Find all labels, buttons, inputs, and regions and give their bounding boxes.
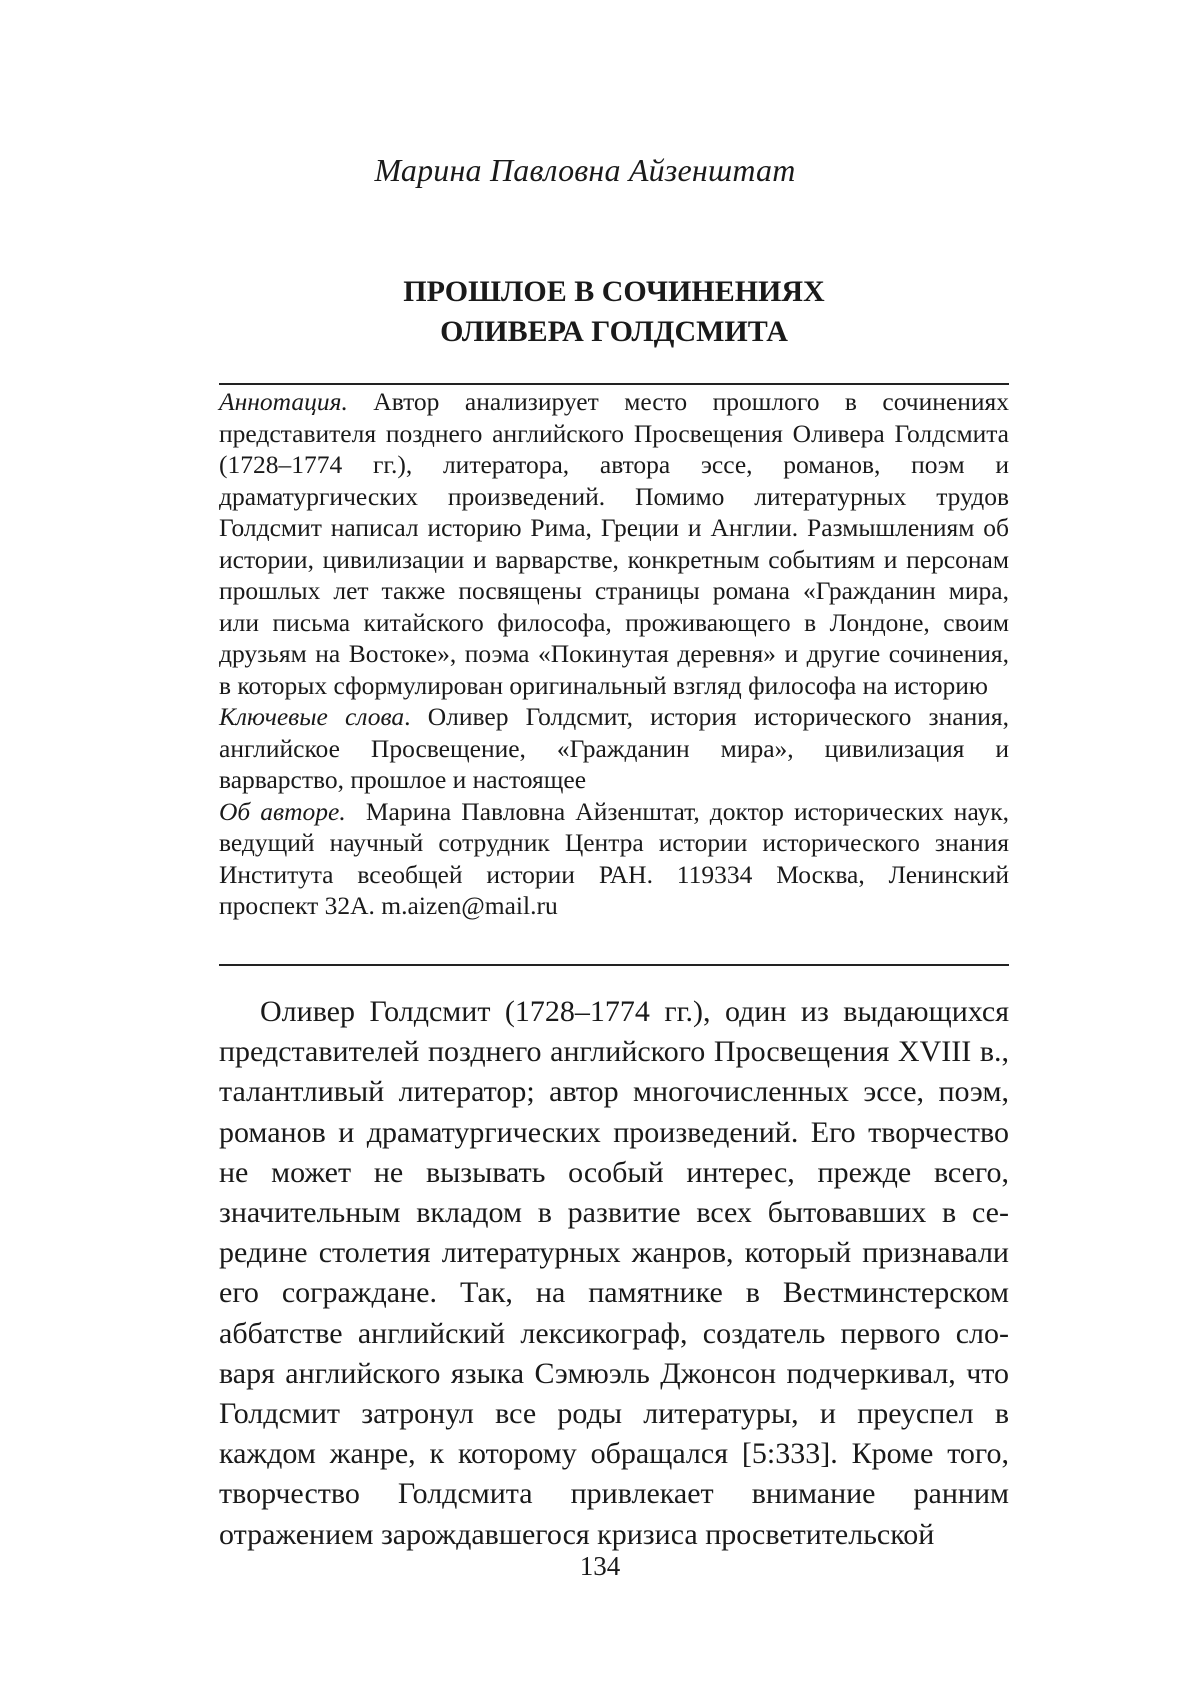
- about-author-text: Марина Павловна Айзенштат, доктор исторических наук, ведущий научный сотрудник Центра истории историческо­го знания Института всеобщей истории РАН. 119334 Москва, Ле­нинский проспект 32А. m.aizen@mail.ru: [219, 797, 1009, 921]
- abstract-text: Автор анализирует место прошлого в сочинени­ях представителя позднего английского Просвещения Оливера Голдсмита (1728–1774 гг.), литератора, автора эссе, романов, поэм и драматургических произведений. Помимо литературных трудов Голдсмит написал историю Рима, Греции и Англии. Раз­мышлениям об истории, цивилизации и варварстве, конкретным событиям и персонам прошлых лет также посвящены страни­цы романа «Гражданин мира, или письма китайского философа, проживающего в Лондоне, своим друзьям на Востоке», поэма «Покинутая деревня» и другие сочинения, в которых сформули­рован оригинальный взгляд философа на историю: [219, 387, 1009, 700]
- keywords-paragraph: [219, 701, 1009, 796]
- title-line-1: ПРОШЛОЕ В СОЧИНЕНИЯХ: [219, 272, 1009, 312]
- article-metadata: [219, 386, 1009, 922]
- top-rule-divider: [219, 383, 1009, 385]
- bottom-rule-divider: [219, 964, 1009, 966]
- title-line-2: ОЛИВЕРА ГОЛДСМИТА: [219, 312, 1009, 352]
- article-title: [219, 272, 1009, 352]
- page-number: 134: [0, 1551, 1200, 1582]
- article-body: [219, 992, 1009, 1555]
- about-author-paragraph: [219, 796, 1009, 922]
- abstract-paragraph: [219, 386, 1009, 701]
- author-name: Марина Павловна Айзенштат: [0, 152, 1170, 189]
- about-author-label: Об авторе.: [219, 797, 346, 826]
- book-page: [0, 0, 1200, 1703]
- body-paragraph: Оливер Голдсмит (1728–1774 гг.), один из выдающихся представителей позднего английского Просвещения XVIII в., талантливый литератор; автор многочисленных эссе, поэм, романов и драматургических произведений. Его творче­ство не может не вызывать особый интерес, прежде всего, значительным вкладом в развитие всех бытовавших в се­редине столетия литературных жанров, который признава­ли его сограждане. Так, на памятнике в Вестминстерском аббатстве английский лексикограф, создатель первого сло­варя английского языка Сэмюэль Джонсон подчеркивал, что Голдсмит затронул все роды литературы, и преуспел в каждом жанре, к которому обращался [5:333]. Кроме того, творчество Голдсмита привлекает внимание ранним отражением зарождавшегося кризиса просветительской: [219, 992, 1009, 1555]
- abstract-label: Аннотация.: [219, 387, 348, 416]
- keywords-text: . Оливер Голдсмит, история исторического зна­ния, английское Просвещение, «Гражданин мира», цивилизация и варварство, прошлое и настоящее: [219, 702, 1009, 794]
- keywords-label: Ключевые слова: [219, 702, 404, 731]
